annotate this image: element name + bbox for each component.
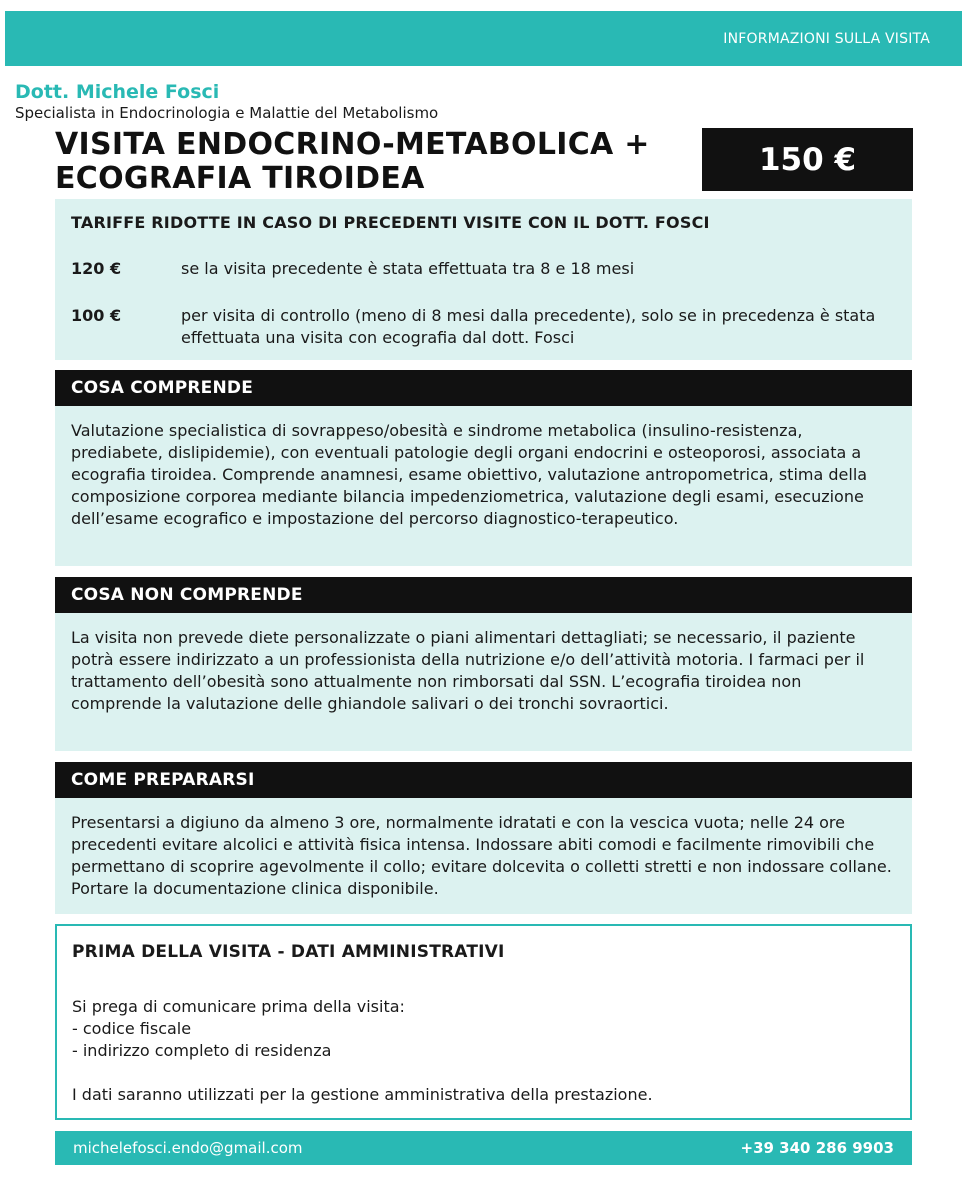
section-text: Valutazione specialistica di sovrappeso/obesità e sindrome metabolica (insulino-resistenza, prediabete, dislipidemie), con eventuali patologie degli organi endocrini e osteoporosi, associata a ecografia tiroidea. Comprende anamnesi, esame obiettivo, valutazione antropometrica, stima della composizione corporea mediante bilancia impedenziometrica, valutazione degli esami, esecuzione dell’esame ecografico e impostazione del percorso diagnostico-terapeutico. (71, 421, 868, 528)
section-text: Presentarsi a digiuno da almeno 3 ore, normalmente idratati e con la vescica vuota; nelle 24 ore precedenti evitare alcolici e attività fisica intensa. Indossare abiti comodi e facilmente rimovibili che permettano di scoprire agevolmente il collo; evitare dolcevita o colletti stretti e non indossare collane. Portare la documentazione clinica disponibile. (71, 813, 892, 898)
section-header-preparation (55, 762, 912, 798)
section-header-includes (55, 370, 912, 406)
tariff-amount: 120 € (71, 259, 122, 278)
tariff-description: se la visita precedente è stata effettuata tra 8 e 18 mesi (181, 259, 635, 278)
reduced-tariffs-panel (55, 199, 912, 360)
section-title: COSA NON COMPRENDE (71, 585, 303, 605)
administrative-data-intro: Si prega di comunicare prima della visita: (72, 997, 405, 1016)
administrative-data-box (55, 924, 912, 1120)
visit-title (55, 128, 695, 196)
banner-title: INFORMAZIONI SULLA VISITA (723, 30, 930, 47)
section-body-preparation (55, 798, 912, 914)
tariff-amount: 100 € (71, 306, 122, 325)
tariff-row (71, 258, 896, 280)
section-text: La visita non prevede diete personalizzate o piani alimentari dettagliati; se necessario, il paziente potrà essere indirizzato a un professionista della nutrizione e/o dell’attività motoria. I farmaci per il trattamento dell’obesità sono attualmente non rimborsati dal SSN. L’ecografia tiroidea non comprende la valutazione delle ghiandole salivari o dei tronchi sovraortici. (71, 628, 865, 713)
section-body-excludes (55, 613, 912, 751)
tariff-description: per visita di controllo (meno di 8 mesi dalla precedente), solo se in precedenza è stata effettuata una visita con ecografia dal dott. Fosci (181, 306, 876, 347)
doctor-name: Dott. Michele Fosci (15, 81, 220, 103)
price-value: 150 € (758, 141, 857, 178)
contact-email[interactable]: michelefosci.endo@gmail.com (73, 1139, 303, 1157)
visit-title-line-2: ECOGRAFIA TIROIDEA (55, 161, 425, 196)
section-title: COSA COMPRENDE (71, 378, 254, 398)
administrative-data-note: I dati saranno utilizzati per la gestione amministrativa della prestazione. (72, 1085, 653, 1104)
contact-phone[interactable]: +39 340 286 9903 (740, 1139, 894, 1157)
section-header-excludes (55, 577, 912, 613)
visit-title-line-1: VISITA ENDOCRINO-METABOLICA + (55, 127, 650, 162)
administrative-data-list (72, 996, 405, 1062)
section-title: COME PREPARARSI (71, 770, 255, 790)
tariff-row (71, 305, 896, 349)
reduced-tariffs-title: TARIFFE RIDOTTE IN CASO DI PRECEDENTI VISITE CON IL DOTT. FOSCI (71, 213, 710, 232)
list-item: - indirizzo completo di residenza (72, 1041, 332, 1060)
administrative-data-title: PRIMA DELLA VISITA - DATI AMMINISTRATIVI (72, 942, 505, 962)
list-item: - codice fiscale (72, 1019, 192, 1038)
top-banner (5, 11, 962, 66)
section-body-includes (55, 406, 912, 566)
price-badge (702, 128, 913, 191)
contact-footer (55, 1131, 912, 1165)
doctor-specialty: Specialista in Endocrinologia e Malattie del Metabolismo (15, 104, 439, 122)
